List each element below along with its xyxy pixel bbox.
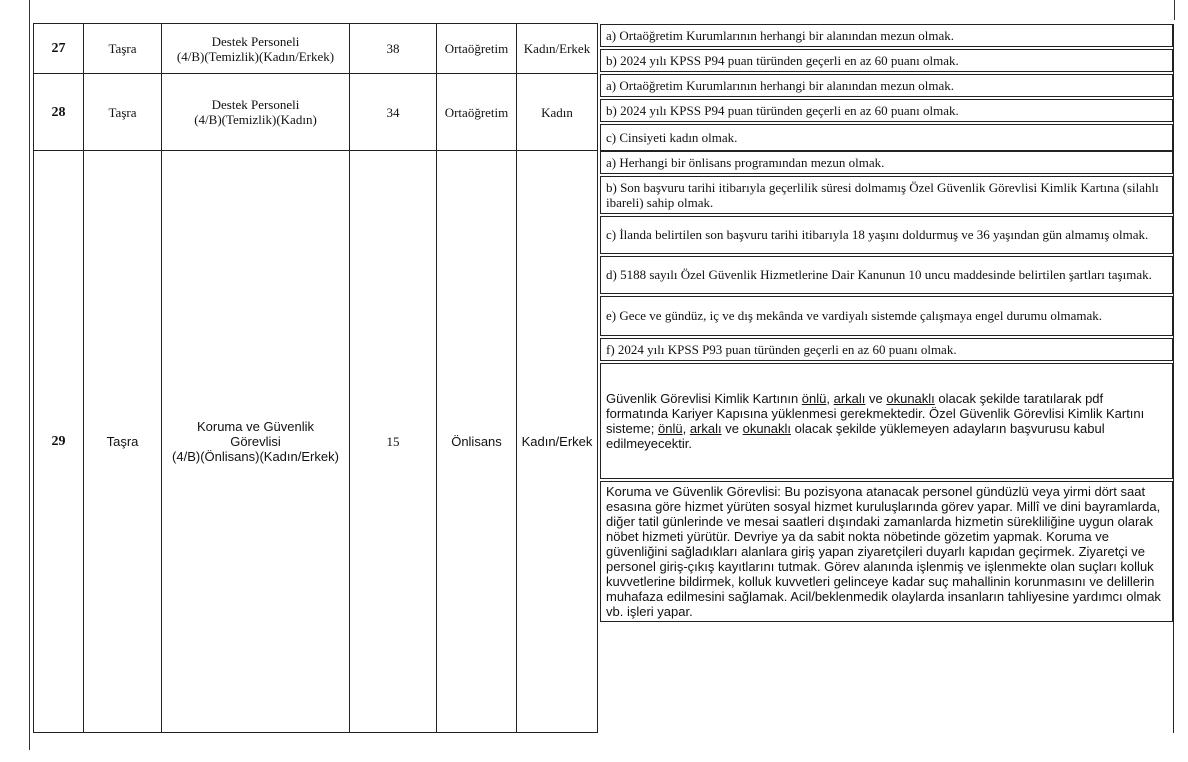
position-title [162,151,350,733]
condition-item: c) İlanda belirtilen son başvuru tarihi itibarıyla 18 yaşını doldurmuş ve 36 yaşından gün almamış olmak. [600,216,1173,254]
position-education: Ortaöğretim [437,24,517,74]
title-line: (4/B)(Önlisans)(Kadın/Erkek) [172,449,339,464]
page-margin-rule-left [29,0,30,750]
page-margin-rule-right [1174,0,1175,20]
condition-item: a) Ortaöğretim Kurumlarının herhangi bir alanından mezun olmak. [600,74,1173,97]
id-card-upload-text: Güvenlik Görevlisi Kimlik Kartının önlü, arkalı ve okunaklı olacak şekilde taratılarak pdf formatında Kariyer Kapısına yüklenmesi gerekmektedir. Özel Güvenlik Görevlisi Kimlik Kartını sisteme; önlü, arkalı ve okunaklı olacak şekilde yüklemeyen adayların başvurusu kabul edilmeyecektir. [606,390,1145,451]
position-location: Taşra [84,151,162,733]
table-row [34,151,1174,733]
title-line: Görevlisi [230,434,281,449]
condition-item: b) 2024 yılı KPSS P94 puan türünden geçerli en az 60 puanı olmak. [600,99,1173,122]
condition-item: e) Gece ve gündüz, iç ve dış mekânda ve vardiyalı sistemde çalışmaya engel durumu olmamak. [600,296,1173,336]
position-number: 28 [34,74,84,151]
position-title [162,24,350,74]
condition-item: b) 2024 yılı KPSS P94 puan türünden geçerli en az 60 puanı olmak. [600,49,1173,72]
position-education: Önlisans [437,151,517,733]
condition-item: d) 5188 sayılı Özel Güvenlik Hizmetlerine Dair Kanunun 10 uncu maddesinde belirtilen şartları taşımak. [600,256,1173,294]
id-card-upload-note [600,363,1173,479]
position-count: 34 [350,74,437,151]
title-line: (4/B)(Temizlik)(Kadın/Erkek) [176,48,335,64]
title-line: Destek Personeli [211,97,300,112]
title-line: Koruma ve Güvenlik [196,419,315,434]
title-line: (4/B)(Temizlik)(Kadın) [194,112,317,127]
table-row [34,74,1174,151]
table-row [34,24,1174,74]
position-location: Taşra [84,74,162,151]
position-gender: Kadın/Erkek [517,24,598,74]
position-count: 15 [350,151,437,733]
position-conditions [598,24,1174,74]
position-gender: Kadın [517,74,598,151]
position-title [162,74,350,151]
condition-item: c) Cinsiyeti kadın olmak. [600,124,1173,151]
position-count: 38 [350,24,437,74]
position-location: Taşra [84,24,162,74]
position-number: 29 [34,151,84,733]
condition-item: a) Herhangi bir önlisans programından mezun olmak. [600,151,1173,174]
position-education: Ortaöğretim [437,74,517,151]
position-gender: Kadın/Erkek [517,151,598,733]
condition-item: f) 2024 yılı KPSS P93 puan türünden geçerli en az 60 puanı olmak. [600,338,1173,361]
duty-description: Koruma ve Güvenlik Görevlisi: Bu pozisyona atanacak personel gündüzlü veya yirmi dört saat esasına göre hizmet yürüten sosyal hizmet kuruluşlarında görev yapar. Millî ve dini bayramlarda, diğer tatil günlerinde ve mesai saatleri dışındaki zamanlarda hizmetin sürekliliğine uygun olarak nöbet hizmeti yürütür. Devriye ya da sabit nokta nöbetinde gözetim yapmak. Koruma ve güvenliğini sağladıkları alanlara giriş yapan ziyaretçileri duyarlı kapıdan geçirmek. Ziyaretçi ve personel giriş-çıkış kayıtlarını tutmak. Görev alanında işlenmiş ve işlenmekte olan suçları kolluk kuvvetlerine bildirmek, kolluk kuvvetleri gelinceye kadar suç mahallinin korunmasını ve delillerin muhafaza edilmesini sağlamak. Acil/beklenmedik olaylarda insanların tahliyesine yardımcı olmak vb. işleri yapar. [600,481,1173,622]
position-conditions [598,151,1174,733]
condition-item: b) Son başvuru tarihi itibarıyla geçerlilik süresi dolmamış Özel Güvenlik Görevlisi Kimlik Kartına (silahlı ibareli) sahip olmak. [600,176,1173,214]
position-conditions [598,74,1174,151]
condition-item: a) Ortaöğretim Kurumlarının herhangi bir alanından mezun olmak. [600,24,1173,47]
position-number: 27 [34,24,84,74]
title-line: Destek Personeli [211,33,300,49]
position-table [33,23,1174,733]
